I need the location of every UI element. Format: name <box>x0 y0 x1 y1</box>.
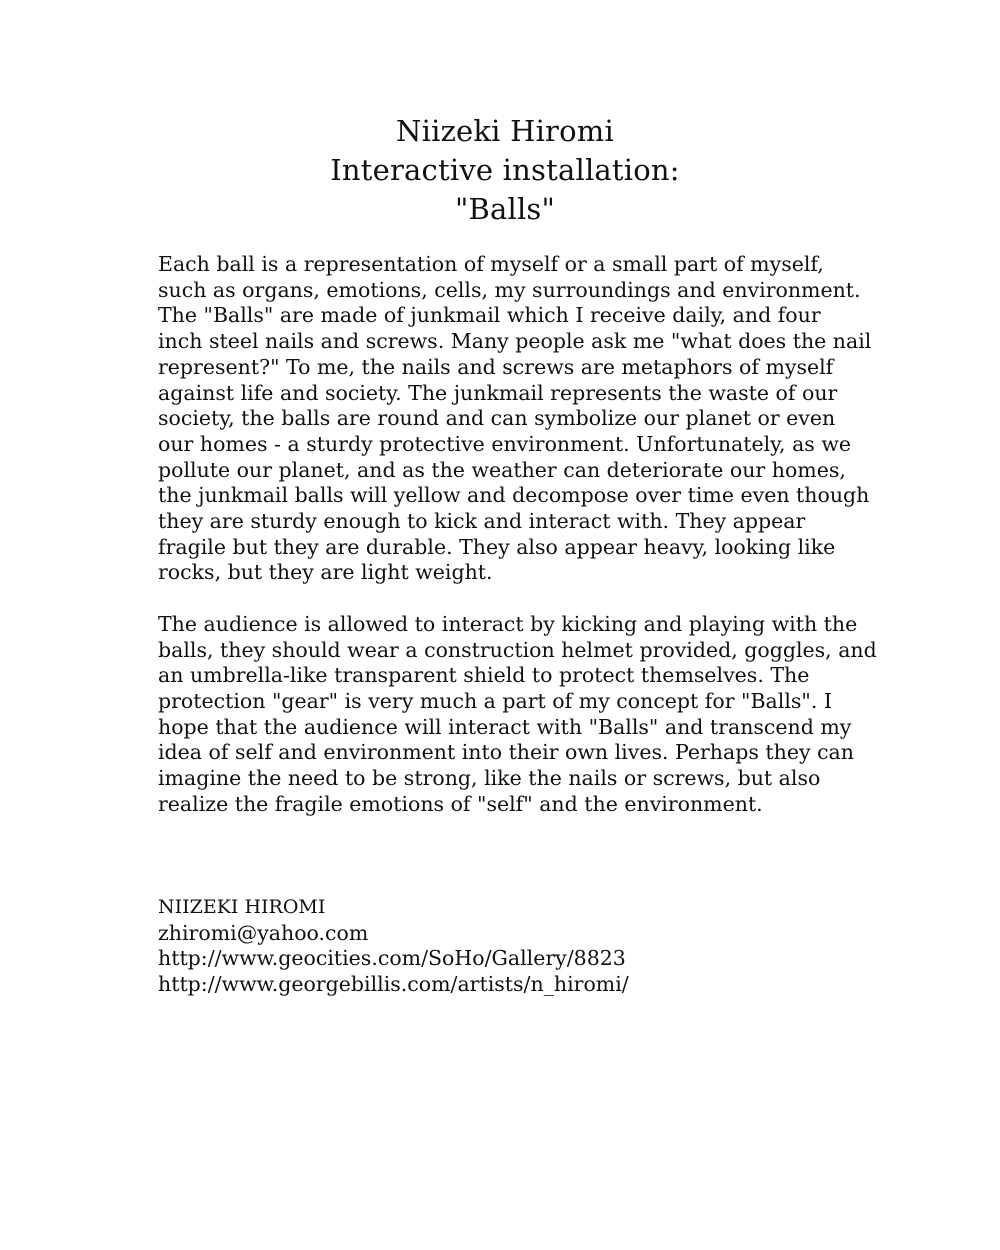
text-line: the junkmail balls will yellow and decompose over time even though <box>158 483 870 508</box>
contact-url-georgebillis: http://www.georgebillis.com/artists/n_hiromi/ <box>158 972 629 997</box>
text-line: balls, they should wear a construction helmet provided, goggles, and <box>158 637 877 662</box>
contact-info <box>158 895 629 998</box>
title-work-type: Interactive installation: <box>330 153 680 187</box>
text-line: idea of self and environment into their own lives. Perhaps they can <box>158 740 854 765</box>
document-title <box>0 112 1000 229</box>
text-line: protection "gear" is very much a part of my concept for "Balls". I <box>158 688 832 713</box>
contact-name: NIIZEKI HIROMI <box>158 896 326 918</box>
text-line: inch steel nails and screws. Many people ask me "what does the nail <box>158 329 872 354</box>
text-line: The audience is allowed to interact by kicking and playing with the <box>158 611 858 636</box>
statement-body <box>158 252 878 843</box>
statement-paragraph-2 <box>158 612 878 818</box>
text-line: hope that the audience will interact with "Balls" and transcend my <box>158 714 852 739</box>
text-line: such as organs, emotions, cells, my surroundings and environment. <box>158 277 861 302</box>
text-line: they are sturdy enough to kick and interact with. They appear <box>158 509 806 534</box>
text-line: represent?" To me, the nails and screws are metaphors of myself <box>158 354 834 379</box>
statement-paragraph-1 <box>158 252 878 586</box>
text-line: fragile but they are durable. They also appear heavy, looking like <box>158 534 836 559</box>
contact-url-geocities: http://www.geocities.com/SoHo/Gallery/8823 <box>158 946 626 971</box>
title-work-name: "Balls" <box>454 192 556 226</box>
title-artist-name: Niizeki Hiromi <box>396 114 614 148</box>
text-line: The "Balls" are made of junkmail which I receive daily, and four <box>158 303 821 328</box>
text-line: against life and society. The junkmail represents the waste of our <box>158 380 838 405</box>
text-line: imagine the need to be strong, like the nails or screws, but also <box>158 766 821 791</box>
contact-email: zhiromi@yahoo.com <box>158 920 369 945</box>
text-line: pollute our planet, and as the weather can deteriorate our homes, <box>158 457 846 482</box>
text-line: an umbrella-like transparent shield to protect themselves. The <box>158 663 810 688</box>
text-line: our homes - a sturdy protective environment. Unfortunately, as we <box>158 431 852 456</box>
text-line: Each ball is a representation of myself or a small part of myself, <box>158 252 824 276</box>
text-line: realize the fragile emotions of "self" and the environment. <box>158 791 763 816</box>
text-line: rocks, but they are light weight. <box>158 560 493 585</box>
text-line: society, the balls are round and can symbolize our planet or even <box>158 406 836 431</box>
